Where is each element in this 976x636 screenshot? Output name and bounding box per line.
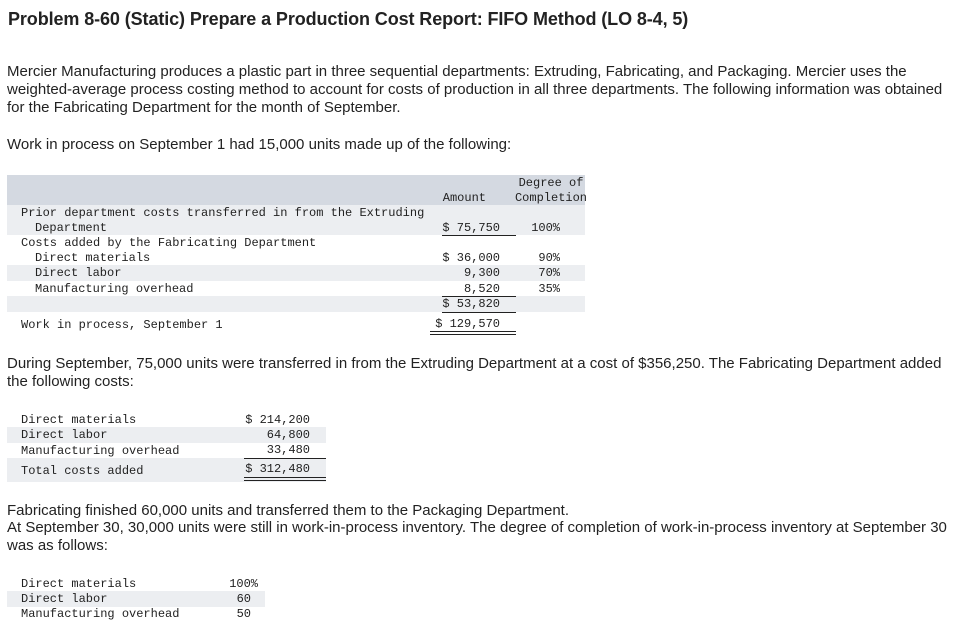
finished-paragraph-2: At September 30, 30,000 units were still in work-in-process inventory. The degree of completion of work-in-process inventory at September 30 was as follows: [7, 519, 947, 554]
costs-added-label: Costs added by the Fabricating Department [21, 236, 317, 250]
dl-degree: 70% [538, 266, 560, 280]
t2-moh-amount: 33,480 [266, 443, 310, 457]
t2-moh-label: Manufacturing overhead [21, 444, 180, 458]
dm-degree: 90% [538, 251, 560, 265]
t2-dl-amount: 64,800 [266, 428, 310, 442]
dm-label: Direct materials [35, 251, 151, 265]
intro-paragraph: Mercier Manufacturing produces a plastic part in three sequential departments: Extruding, Fabricating, and Packaging. Mercier uses the weighted-average process costing method to account for costs of production in all three departments. The following information was obtained for the Fabricating Department for the month of September. [7, 63, 943, 116]
t2-dm-label: Direct materials [21, 413, 137, 427]
moh-amount: 8,520 [463, 282, 500, 296]
t3-dl-pct: 60 [236, 592, 251, 606]
t3-dm-label: Direct materials [21, 577, 137, 591]
wip-total-amount: $ 129,570 [435, 317, 500, 331]
prior-costs-amount: $ 75,750 [442, 221, 500, 235]
problem-title: Problem 8-60 (Static) Prepare a Production Cost Report: FIFO Method (LO 8-4, 5) [8, 9, 689, 29]
dl-label: Direct labor [35, 266, 122, 280]
dm-amount: $ 36,000 [442, 251, 500, 265]
t3-dl-label: Direct labor [21, 592, 108, 606]
t3-dm-pct: 100% [229, 577, 258, 591]
t2-total-label: Total costs added [21, 464, 144, 478]
header-degree-1: Degree of [518, 176, 584, 190]
t2-total-amount: $ 312,480 [245, 462, 310, 476]
september-paragraph: During September, 75,000 units were transferred in from the Extruding Department at a cost of $356,250. The Fabricating Department added the following costs: [7, 355, 942, 390]
wip-intro: Work in process on September 1 had 15,000 units made up of the following: [7, 136, 512, 153]
dl-amount: 9,300 [463, 266, 500, 280]
t3-moh-label: Manufacturing overhead [21, 607, 180, 621]
t2-dl-label: Direct labor [21, 428, 108, 442]
wip-total-label: Work in process, September 1 [21, 318, 223, 332]
t2-dm-amount: $ 214,200 [245, 413, 310, 427]
finished-paragraph-1: Fabricating finished 60,000 units and transferred them to the Packaging Department. [7, 502, 569, 519]
prior-costs-label: Prior department costs transferred in from the Extruding [21, 206, 425, 220]
header-amount: Amount [442, 191, 486, 205]
t3-moh-pct: 50 [236, 607, 251, 621]
costs-added-subtotal: $ 53,820 [442, 297, 500, 311]
header-degree-2: Completion [514, 191, 587, 205]
moh-label: Manufacturing overhead [35, 282, 194, 296]
prior-costs-degree: 100% [531, 221, 560, 235]
prior-costs-label-2: Department [35, 221, 108, 235]
moh-degree: 35% [538, 282, 560, 296]
